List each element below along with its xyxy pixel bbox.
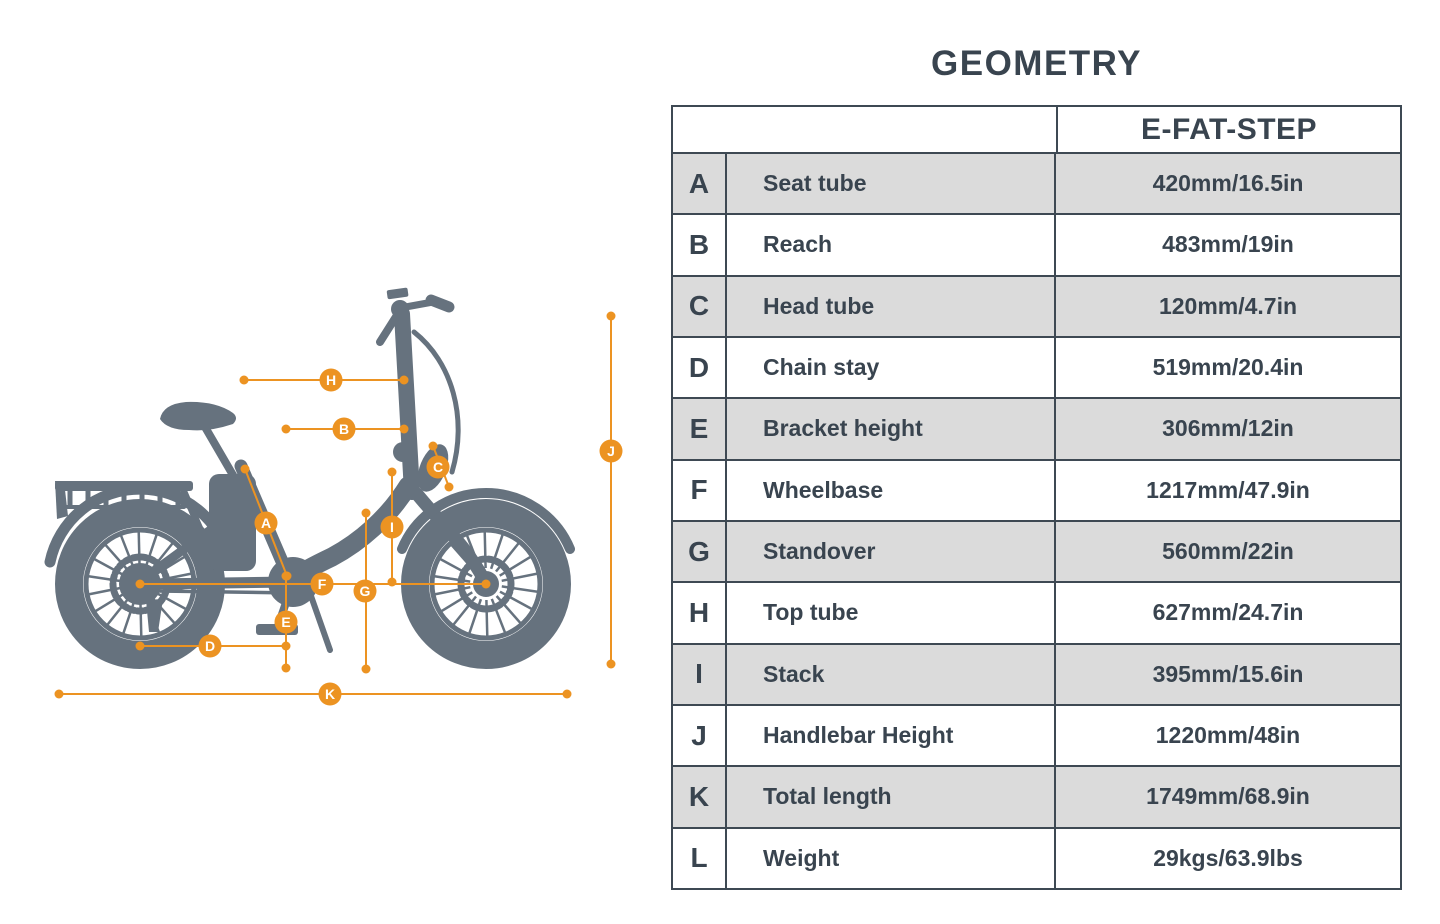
table-row-reach [673,213,1400,274]
marker-label: D [204,638,216,654]
marker-B [282,418,409,441]
row-value: 1217mm/47.9in [1146,476,1310,503]
row-name: Wheelbase [727,461,1056,520]
row-name: Weight [727,829,1056,888]
model-column-header: E-FAT-STEP [1140,112,1318,146]
marker-label: E [281,614,291,630]
endpoint-dot [282,572,291,581]
endpoint-dot [362,509,371,518]
table-row-standover [673,520,1400,581]
table-row-stack [673,643,1400,704]
marker-label: A [260,515,272,531]
table-row-wheelbase [673,459,1400,520]
row-value: 519mm/20.4in [1152,354,1304,381]
endpoint-dot [400,425,409,434]
endpoint-dot [136,642,145,651]
endpoint-dot [362,665,371,674]
table-body [673,152,1400,888]
row-value: 420mm/16.5in [1152,170,1304,197]
row-name: Handlebar Height [727,706,1056,765]
row-value: 120mm/4.7in [1158,292,1298,319]
row-value: 29kgs/63.9lbs [1153,844,1303,871]
marker-label: H [325,372,337,388]
bike-diagram [0,0,660,924]
endpoint-dot [282,664,291,673]
endpoint-dot [55,690,64,699]
row-value: 560mm/22in [1162,538,1294,565]
row-value: 627mm/24.7in [1152,599,1304,626]
endpoint-dot [400,376,409,385]
endpoint-dot [388,578,397,587]
row-name: Reach [727,215,1056,274]
handlebar-grip [431,300,449,307]
row-letter: E [673,399,727,458]
row-value: 1749mm/68.9in [1146,783,1310,810]
table-row-chain-stay [673,336,1400,397]
row-value: 395mm/15.6in [1152,660,1304,687]
endpoint-dot [607,312,616,321]
endpoint-dot [563,690,572,699]
row-value: 1220mm/48in [1155,722,1301,749]
row-name: Chain stay [727,338,1056,397]
row-letter: G [673,522,727,581]
row-name: Standover [727,522,1056,581]
table-row-head-tube [673,275,1400,336]
endpoint-dot [482,580,491,589]
marker-label: F [317,576,327,592]
row-letter: K [673,767,727,826]
row-letter: H [673,583,727,642]
marker-label: C [432,459,444,475]
folding-hinge [393,442,413,462]
row-name: Head tube [727,277,1056,336]
marker-H [240,369,409,392]
kickstand [311,596,330,650]
row-value: 483mm/19in [1162,231,1294,258]
row-letter: L [673,829,727,888]
endpoint-dot [240,376,249,385]
endpoint-dot [136,580,145,589]
row-letter: C [673,277,727,336]
battery-pack [209,474,256,571]
marker-label: I [390,519,394,535]
table-row-total-length [673,765,1400,826]
row-name: Top tube [727,583,1056,642]
endpoint-dot [241,465,250,474]
page-title: GEOMETRY [931,44,1142,83]
table-row-weight [673,827,1400,888]
row-letter: B [673,215,727,274]
marker-label: K [324,686,336,702]
endpoint-dot [445,483,454,492]
marker-K [55,683,572,706]
table-header-row [673,107,1400,152]
header-empty-cell [673,107,1058,152]
table-row-bracket-height [673,397,1400,458]
row-value: 306mm/12in [1162,415,1294,442]
marker-J [600,312,623,669]
geometry-table [671,105,1402,890]
display [387,288,409,300]
table-row-handlebar-height [673,704,1400,765]
saddle [160,402,236,430]
marker-label: B [338,421,350,437]
row-name: Seat tube [727,154,1056,213]
row-letter: D [673,338,727,397]
row-letter: A [673,154,727,213]
row-name: Bracket height [727,399,1056,458]
endpoint-dot [429,442,438,451]
row-letter: J [673,706,727,765]
marker-label: J [607,443,615,459]
endpoint-dot [388,468,397,477]
table-row-seat-tube [673,152,1400,213]
row-name: Stack [727,645,1056,704]
marker-label: G [359,583,371,599]
endpoint-dot [607,660,616,669]
row-letter: F [673,461,727,520]
endpoint-dot [282,425,291,434]
row-letter: I [673,645,727,704]
row-name: Total length [727,767,1056,826]
table-row-top-tube [673,581,1400,642]
